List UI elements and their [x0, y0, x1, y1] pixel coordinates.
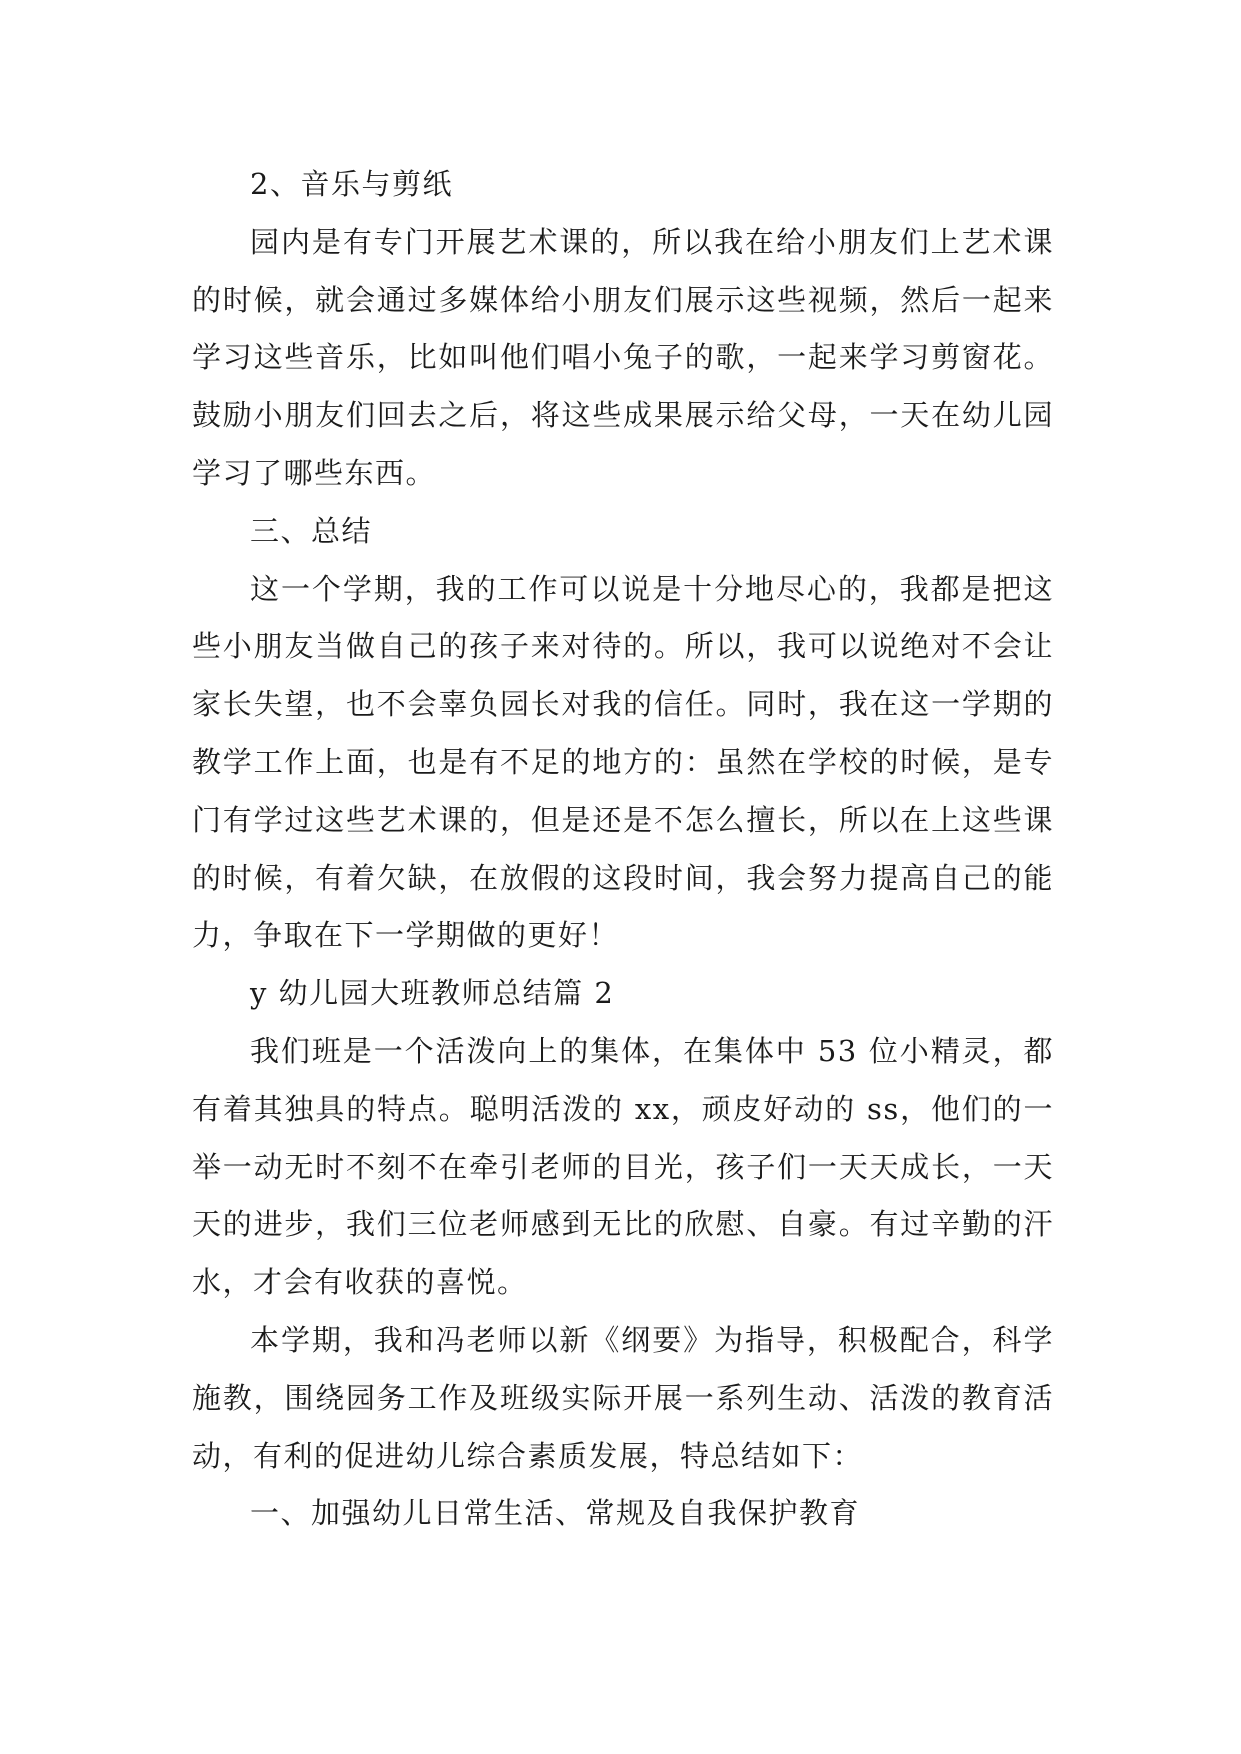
- paragraph-art-class: 园内是有专门开展艺术课的，所以我在给小朋友们上艺术课的时候，就会通过多媒体给小朋友们展示这些视频，然后一起来学习这些音乐，比如叫他们唱小兔子的歌，一起来学习剪窗花。鼓励小朋友们回去之后，将这些成果展示给父母，一天在幼儿园学习了哪些东西。: [192, 224, 1054, 490]
- paragraph-semester-summary: 这一个学期，我的工作可以说是十分地尽心的，我都是把这些小朋友当做自己的孩子来对待的。所以，我可以说绝对不会让家长失望，也不会辜负园长对我的信任。同时，我在这一学期的教学工作上面，也是有不足的地方的：虽然在学校的时候，是专门有学过这些艺术课的，但是还是不怎么擅长，所以在上这些课的时候，有着欠缺，在放假的这段时间，我会努力提高自己的能力，争取在下一学期做的更好！: [192, 571, 1054, 953]
- document-body: [192, 156, 1054, 1543]
- paragraph-class-intro: 我们班是一个活泼向上的集体，在集体中 53 位小精灵，都有着其独具的特点。聪明活泼的 xx，顽皮好动的 ss，他们的一举一动无时不刻不在牵引老师的目光，孩子们一天天成长，一天天的进步，我们三位老师感到无比的欣慰、自豪。有过辛勤的汗水，才会有收获的喜悦。: [192, 1033, 1054, 1300]
- paragraph-semester-plan: 本学期，我和冯老师以新《纲要》为指导，积极配合，科学施教，围绕园务工作及班级实际开展一系列生动、活泼的教育活动，有利的促进幼儿综合素质发展，特总结如下：: [192, 1322, 1054, 1473]
- article-title-part-2: y 幼儿园大班教师总结篇 2: [250, 976, 615, 1011]
- section-heading-daily-life: 一、加强幼儿日常生活、常规及自我保护教育: [250, 1496, 861, 1531]
- section-heading-music-papercut: 2、音乐与剪纸: [250, 167, 453, 201]
- section-heading-summary: 三、总结: [250, 513, 373, 548]
